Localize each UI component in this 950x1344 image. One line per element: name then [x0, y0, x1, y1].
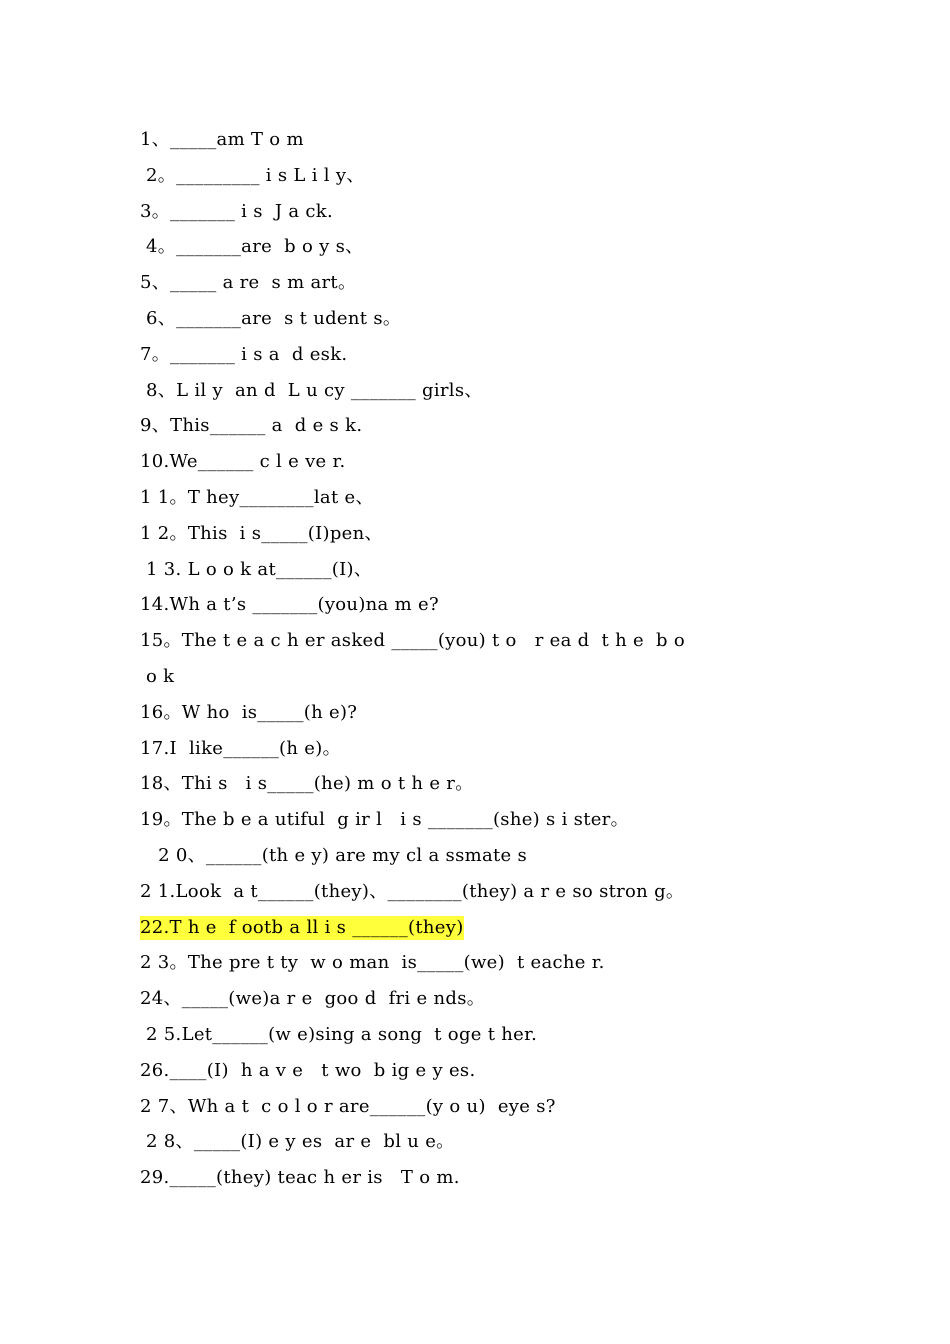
exercise-line-4: 4。_______are b o y s、: [140, 236, 364, 258]
exercise-line-13: 1 3. L o o k at______(I)、: [140, 558, 373, 580]
exercise-line-20: 2 0、______(th e y) are my cl a ssmate s: [140, 844, 528, 866]
exercise-line-11: 1 1。T hey________lat e、: [140, 486, 374, 508]
exercise-line-26: 26.____(I) h a v e t wo b ig e y es.: [140, 1059, 476, 1081]
exercise-line-29: 29._____(they) teac h er is T o m.: [140, 1167, 460, 1189]
exercise-line-15-continued: o k: [140, 665, 175, 687]
exercise-line-28: 2 8、_____(I) e y es ar e bl u e。: [140, 1131, 455, 1153]
exercise-line-2: 2。_________ i s L i l y、: [140, 164, 365, 186]
exercise-line-9: 9、This______ a d e s k.: [140, 415, 363, 437]
exercise-line-16: 16。W ho is_____(h e)?: [140, 701, 358, 723]
exercise-line-1: 1、_____am T o m: [140, 129, 304, 150]
exercise-line-22-wrapper: [140, 910, 820, 946]
exercise-line-19: 19。The b e a utiful g ir l i s _______(she) s i ster。: [140, 809, 629, 831]
exercise-line-8: 8、L il y an d L u cy _______ girls、: [140, 379, 483, 401]
exercise-line-18: 18、Thi s i s_____(he) m o t h e r。: [140, 773, 474, 795]
exercise-line-24: 24、_____(we)a r e goo d fri e nds。: [140, 988, 486, 1010]
exercise-line-21: 2 1.Look a t______(they)、________(they) a r e so stron g。: [140, 880, 685, 902]
exercise-line-3: 3。_______ i s J a ck.: [140, 200, 334, 222]
exercise-line-5: 5、_____ a re s m art。: [140, 272, 357, 294]
exercise-list: [140, 122, 820, 1196]
exercise-line-25: 2 5.Let______(w e)sing a song t oge t her.: [140, 1023, 538, 1045]
exercise-line-17: 17.I like______(h e)。: [140, 737, 341, 759]
exercise-line-23: 2 3。The pre t ty w o man is_____(we) t eache r.: [140, 952, 605, 974]
exercise-line-7: 7。_______ i s a d esk.: [140, 343, 348, 365]
exercise-line-15: 15。The t e a c h er asked _____(you) t o r ea d t h e b o: [140, 630, 685, 652]
exercise-line-12: 1 2。This i s_____(I)pen、: [140, 522, 383, 544]
exercise-line-10: 10.We______ c l e ve r.: [140, 451, 346, 473]
exercise-line-14: 14.Wh a t’s _______(you)na m e?: [140, 594, 439, 616]
exercise-line-22-highlighted: 22.T h e f ootb a ll i s ______(they): [140, 916, 464, 938]
exercise-line-27: 2 7、Wh a t c o l o r are______(y o u) eye s?: [140, 1095, 556, 1117]
exercise-line-6: 6、_______are s t udent s。: [140, 307, 402, 329]
